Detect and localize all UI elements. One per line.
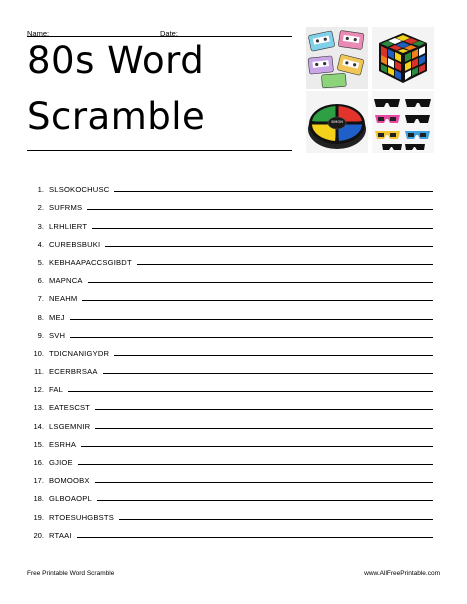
title-divider <box>27 150 292 151</box>
list-item <box>27 267 433 285</box>
date-label: Date: <box>160 29 178 38</box>
item-number: 17. <box>33 476 44 486</box>
rubiks-cube-photo <box>372 27 434 89</box>
list-item <box>27 285 433 303</box>
header-divider <box>27 36 292 37</box>
scrambled-word: CUREBSBUKI <box>49 239 101 249</box>
list-item <box>27 522 433 540</box>
item-number: 12. <box>33 385 44 395</box>
scrambled-word: BOMOOBX <box>49 476 90 486</box>
word-list <box>27 176 433 540</box>
answer-line[interactable] <box>105 246 433 247</box>
scrambled-word: KEBHAAPACCSGIBDT <box>49 257 132 267</box>
answer-line[interactable] <box>137 264 433 265</box>
scrambled-word: SVH <box>49 330 66 340</box>
answer-line[interactable] <box>77 537 433 538</box>
item-number: 5. <box>37 257 44 267</box>
item-number: 4. <box>37 239 44 249</box>
scrambled-word: ECERBRSAA <box>49 367 98 377</box>
item-number: 3. <box>37 221 44 231</box>
answer-line[interactable] <box>88 282 433 283</box>
list-item <box>27 412 433 430</box>
list-item <box>27 231 433 249</box>
list-item <box>27 176 433 194</box>
item-number: 1. <box>37 185 44 195</box>
scrambled-word: SLSOKOCHUSC <box>49 185 110 195</box>
scrambled-word: ESRHA <box>49 439 77 449</box>
item-number: 9. <box>37 330 44 340</box>
item-number: 19. <box>33 512 44 522</box>
scrambled-word: GLBOAOPL <box>49 494 92 504</box>
svg-text:SIMON: SIMON <box>331 120 343 124</box>
answer-line[interactable] <box>95 428 433 429</box>
list-item <box>27 340 433 358</box>
answer-line[interactable] <box>103 373 433 374</box>
list-item <box>27 467 433 485</box>
scrambled-word: NEAHM <box>49 294 78 304</box>
item-number: 10. <box>33 348 44 358</box>
scrambled-word: EATESCST <box>49 403 91 413</box>
item-number: 18. <box>33 494 44 504</box>
answer-line[interactable] <box>68 391 433 392</box>
answer-line[interactable] <box>114 355 433 356</box>
list-item <box>27 358 433 376</box>
answer-line[interactable] <box>114 191 433 192</box>
list-item <box>27 394 433 412</box>
list-item <box>27 303 433 321</box>
item-number: 16. <box>33 458 44 467</box>
scrambled-word: FAL <box>49 385 64 395</box>
list-item <box>27 485 433 503</box>
scrambled-word: TDICNANIGYDR <box>49 348 110 358</box>
list-item <box>27 376 433 394</box>
answer-line[interactable] <box>78 464 433 465</box>
footer-left-text: Free Printable Word Scramble <box>27 570 115 577</box>
list-item <box>27 449 433 467</box>
item-number: 6. <box>37 276 44 286</box>
footer-right-text: www.AllFreePrintable.com <box>364 570 440 577</box>
answer-line[interactable] <box>81 446 433 447</box>
scrambled-word: MAPNCA <box>49 276 83 286</box>
scrambled-word: GJIOE <box>49 458 73 467</box>
list-item <box>27 503 433 521</box>
scrambled-word: MEJ <box>49 312 65 322</box>
scrambled-word: LRHLIERT <box>49 221 88 231</box>
list-item <box>27 194 433 212</box>
list-item <box>27 431 433 449</box>
list-item <box>27 212 433 230</box>
item-number: 7. <box>37 294 44 304</box>
scrambled-word: RTOESUHGBSTS <box>49 512 114 522</box>
item-number: 20. <box>33 530 44 540</box>
answer-line[interactable] <box>119 519 433 520</box>
answer-line[interactable] <box>92 228 433 229</box>
scrambled-word: SUFRMS <box>49 203 83 213</box>
item-number: 15. <box>33 439 44 449</box>
answer-line[interactable] <box>87 209 433 210</box>
scrambled-word: LSGEMNIR <box>49 421 91 431</box>
answer-line[interactable] <box>95 482 433 483</box>
answer-line[interactable] <box>97 500 433 501</box>
item-number: 13. <box>33 403 44 413</box>
list-item <box>27 322 433 340</box>
page-title-line-2: Scramble <box>27 95 206 138</box>
item-number: 2. <box>37 203 44 213</box>
answer-line[interactable] <box>95 409 433 410</box>
sunglasses-photo <box>372 91 434 153</box>
answer-line[interactable] <box>70 337 433 338</box>
answer-line[interactable] <box>70 319 433 320</box>
list-item <box>27 249 433 267</box>
simon-game-photo <box>306 91 368 153</box>
scrambled-word: RTAAI <box>49 530 72 540</box>
cassette-tapes-photo <box>306 27 368 89</box>
item-number: 11. <box>34 367 44 377</box>
answer-line[interactable] <box>82 300 433 301</box>
item-number: 14. <box>33 421 44 431</box>
name-label: Name: <box>27 29 50 38</box>
page-title-line-1: 80s Word <box>27 39 205 82</box>
item-number: 8. <box>37 312 44 322</box>
